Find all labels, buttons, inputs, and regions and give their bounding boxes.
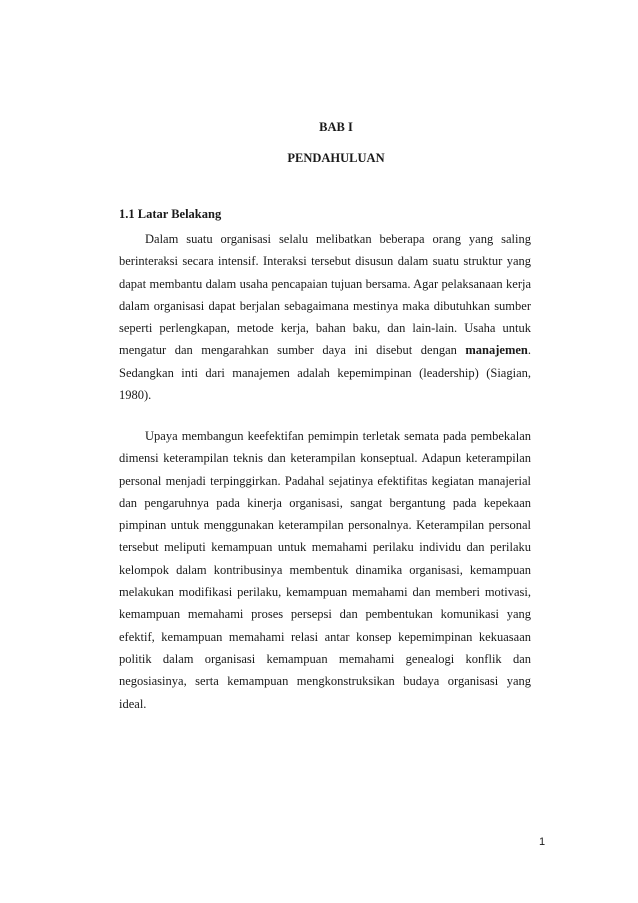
paragraph-2 [119,425,531,715]
paragraph-line-with-term [119,339,531,361]
paragraph-line: efektif, kemampuan memahami relasi antar konsep kepemimpinan kekuasaan [119,629,531,644]
paragraph-line: personal menjadi terpinggirkan. Padahal sejatinya efektifitas kegiatan manajerial [119,473,531,488]
paragraph-line: dan pengaruhnya pada kinerja organisasi, sangat bergantung pada kepekaan [119,495,531,510]
paragraph-line: dalam organisasi dapat berjalan sebagaimana mestinya maka dibutuhkan sumber [119,298,531,313]
paragraph-line: kemampuan memahami proses persepsi dan pembentukan komunikasi yang [119,607,531,622]
paragraph-line: melakukan modifikasi perilaku, kemampuan memahami dan memberi motivasi, [119,585,531,600]
paragraph-1 [119,228,531,406]
paragraph-line: seperti perlengkapan, metode kerja, bahan baku, dan lain-lain. Usaha untuk [119,321,531,336]
paragraph-line: kelompok dalam kontribusinya membentuk dinamika organisasi, kemampuan [119,562,531,577]
paragraph-line: negosiasinya, serta kemampuan mengkonstruksikan budaya organisasi yang [119,674,531,689]
chapter-number: BAB I [319,120,353,134]
paragraph-line: berinteraksi secara intensif. Interaksi tersebut disusun dalam suatu struktur yang [119,254,531,269]
bold-term: manajemen [465,343,528,358]
chapter-title: PENDAHULUAN [287,151,385,165]
paragraph-line-text: mengatur dan mengarahkan sumber daya ini disebut dengan [119,343,457,358]
paragraph-line: Sedangkan inti dari manajemen adalah kepemimpinan (leadership) (Siagian, [119,365,531,380]
paragraph-line: Upaya membangun keefektifan pemimpin terletak semata pada pembekalan [145,429,531,443]
page-number: 1 [539,836,546,848]
paragraph-line: 1980). [119,388,152,403]
paragraph-line: politik dalam organisasi kemampuan memahami genealogi konflik dan [119,651,531,666]
paragraph-line: ideal. [119,696,147,711]
paragraph-line: tersebut meliputi kemampuan untuk memahami perilaku individu dan perilaku [119,540,531,555]
paragraph-line: Dalam suatu organisasi selalu melibatkan beberapa orang yang saling [145,232,531,246]
bold-term-punctuation: . [527,343,531,358]
paragraph-line: dapat membantu dalam usaha pencapaian tujuan bersama. Agar pelaksanaan kerja [119,276,531,291]
section-heading: 1.1 Latar Belakang [119,207,222,221]
paragraph-line: pimpinan untuk menggunakan keterampilan personalnya. Keterampilan personal [119,518,531,533]
paragraph-line: dimensi keterampilan teknis dan keterampilan konseptual. Adapun keterampilan [119,451,531,466]
